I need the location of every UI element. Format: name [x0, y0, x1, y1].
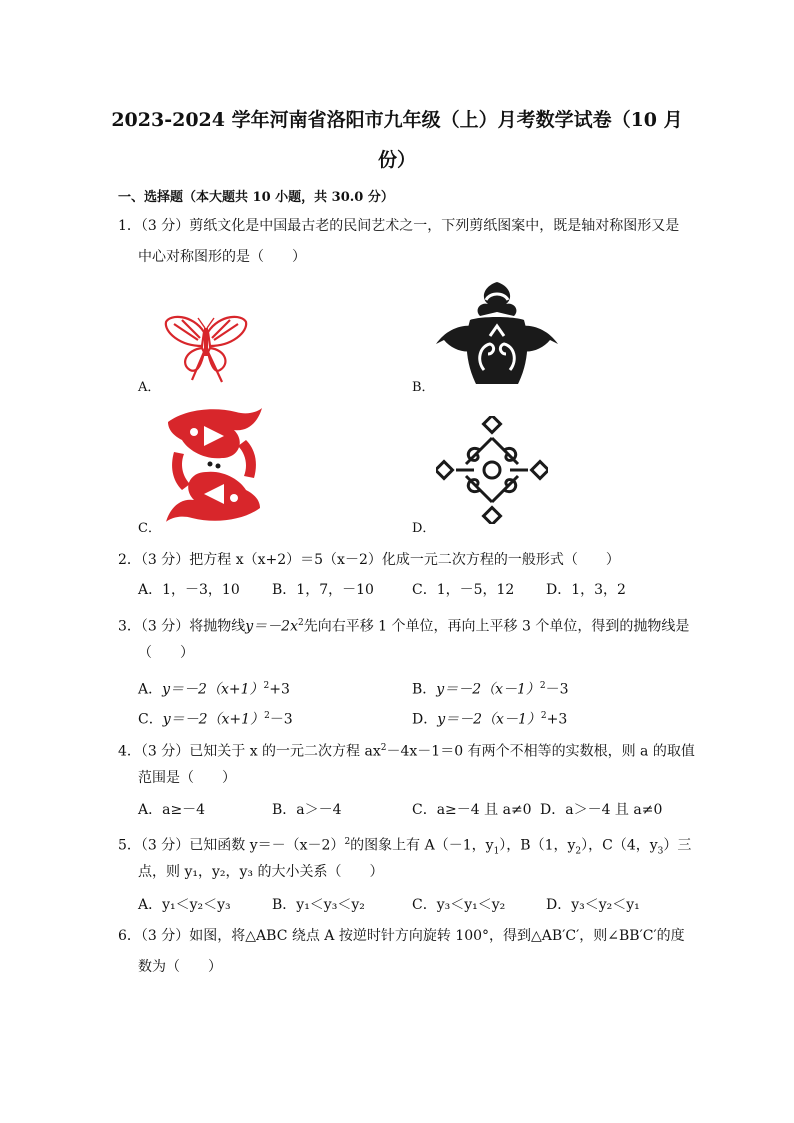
q1-option-b-label: B．	[412, 380, 435, 395]
q5-option-d: D．y₃＜y₂＜y₁	[546, 897, 640, 913]
exam-title	[100, 100, 694, 180]
q3-line1	[118, 613, 689, 637]
q3-option-b-power: 2	[539, 681, 546, 691]
q3-option-a-base: y＝－2（x+1）	[162, 681, 264, 698]
q5-power: 2	[344, 837, 351, 847]
q2-option-b: B．1，7，－10	[272, 582, 374, 598]
q2-option-d: D．1，3，2	[546, 582, 626, 598]
q1-option-c-label: C．	[138, 521, 161, 536]
black-ornament-papercut-image	[436, 280, 558, 386]
q4-line2: 范围是（ ）	[138, 770, 236, 786]
black-symmetric-ornament-image	[436, 416, 548, 524]
q5-line1-part-b: 的图象上有 A（－1，y	[350, 837, 494, 854]
q5-line1	[118, 832, 691, 861]
q5-option-b: B．y₁＜y₃＜y₂	[272, 897, 365, 913]
q3-parabola: y＝－2x	[245, 618, 298, 635]
q2-option-a: A．1，－3，10	[138, 582, 240, 598]
q5-sub-1: 1	[493, 846, 500, 857]
q3-option-b-base: y＝－2（x－1）	[436, 681, 540, 698]
q6-line2: 数为（ ）	[138, 959, 222, 975]
q2-option-c: C．1，－5，12	[412, 582, 515, 598]
q4-option-d: D．a＞－4 且 a≠0	[540, 802, 663, 818]
q3-option-b	[412, 676, 569, 700]
q1-option-a-label: A．	[138, 380, 161, 395]
red-fish-papercut-image	[164, 406, 264, 524]
q5-sub-3: 3	[657, 846, 664, 857]
q3-line2: （ ）	[138, 645, 194, 661]
q3-option-c-base: y＝－2（x+1）	[162, 711, 265, 728]
q1-option-d-label: D．	[412, 521, 436, 536]
q5-line1-part-c: ），B（1，y	[499, 837, 576, 854]
q4-power: 2	[380, 743, 387, 753]
q3-option-d-power: 2	[540, 711, 547, 721]
q3-option-b-label: B．	[412, 681, 437, 698]
q6-line1: 6．（3 分）如图，将△ABC 绕点 A 按逆时针方向旋转 100°，得到△AB′C′，则∠BB′C′的度	[118, 928, 685, 944]
q3-line1-prefix: 3．（3 分）将抛物线	[118, 618, 246, 635]
q3-option-b-tail: －3	[545, 681, 569, 698]
q3-line1-suffix: 先向右平移 1 个单位，再向上平移 3 个单位，得到的抛物线是	[303, 618, 690, 635]
q4-line1-suffix: －4x－1＝0 有两个不相等的实数根，则 a 的取值	[386, 743, 695, 760]
q5-option-c: C．y₃＜y₁＜y₂	[412, 897, 506, 913]
section-heading: 一、选择题（本大题共 10 小题，共 30.0 分）	[118, 190, 394, 205]
q3-option-c	[138, 706, 293, 730]
butterfly-papercut-image	[162, 312, 250, 384]
q1-line1: 1．（3 分）剪纸文化是中国最古老的民间艺术之一，下列剪纸图案中，既是轴对称图形又是	[118, 218, 680, 234]
q5-line1-part-a: 5．（3 分）已知函数 y＝－（x－2）	[118, 837, 345, 854]
q3-option-d-tail: +3	[546, 711, 568, 728]
q3-option-a	[138, 676, 290, 700]
q2-stem: 2．（3 分）把方程 x（x+2）＝5（x－2）化成一元二次方程的一般形式（ ）	[118, 552, 620, 568]
q3-option-a-power: 2	[263, 681, 270, 691]
q3-option-d	[412, 706, 567, 730]
q4-option-a: A．a≥－4	[138, 802, 206, 818]
exam-title-line2: 份）	[377, 149, 416, 171]
q3-option-a-label: A．	[138, 681, 163, 698]
q3-parabola-power: 2	[297, 618, 304, 628]
q3-option-c-tail: －3	[269, 711, 293, 728]
q3-option-d-label: D．	[412, 711, 438, 728]
q5-line1-part-d: ），C（4，y	[581, 837, 658, 854]
q5-option-a: A．y₁＜y₂＜y₃	[138, 897, 231, 913]
q5-line2: 点，则 y₁，y₂，y₃ 的大小关系（ ）	[138, 864, 384, 880]
q4-option-c: C．a≥－4 且 a≠0	[412, 802, 532, 818]
q4-line1	[118, 738, 695, 762]
q5-line1-part-e: ）三	[663, 837, 692, 854]
q5-sub-2: 2	[575, 846, 582, 857]
exam-title-line1: 2023-2024 学年河南省洛阳市九年级（上）月考数学试卷（10 月	[111, 109, 683, 131]
q1-line2: 中心对称图形的是（ ）	[138, 249, 306, 265]
q3-option-d-base: y＝－2（x－1）	[437, 711, 541, 728]
q3-option-c-label: C．	[138, 711, 163, 728]
q3-option-a-tail: +3	[269, 681, 290, 698]
q4-line1-prefix: 4．（3 分）已知关于 x 的一元二次方程 ax	[118, 743, 381, 760]
q3-option-c-power: 2	[264, 711, 270, 721]
q4-option-b: B．a＞－4	[272, 802, 342, 818]
